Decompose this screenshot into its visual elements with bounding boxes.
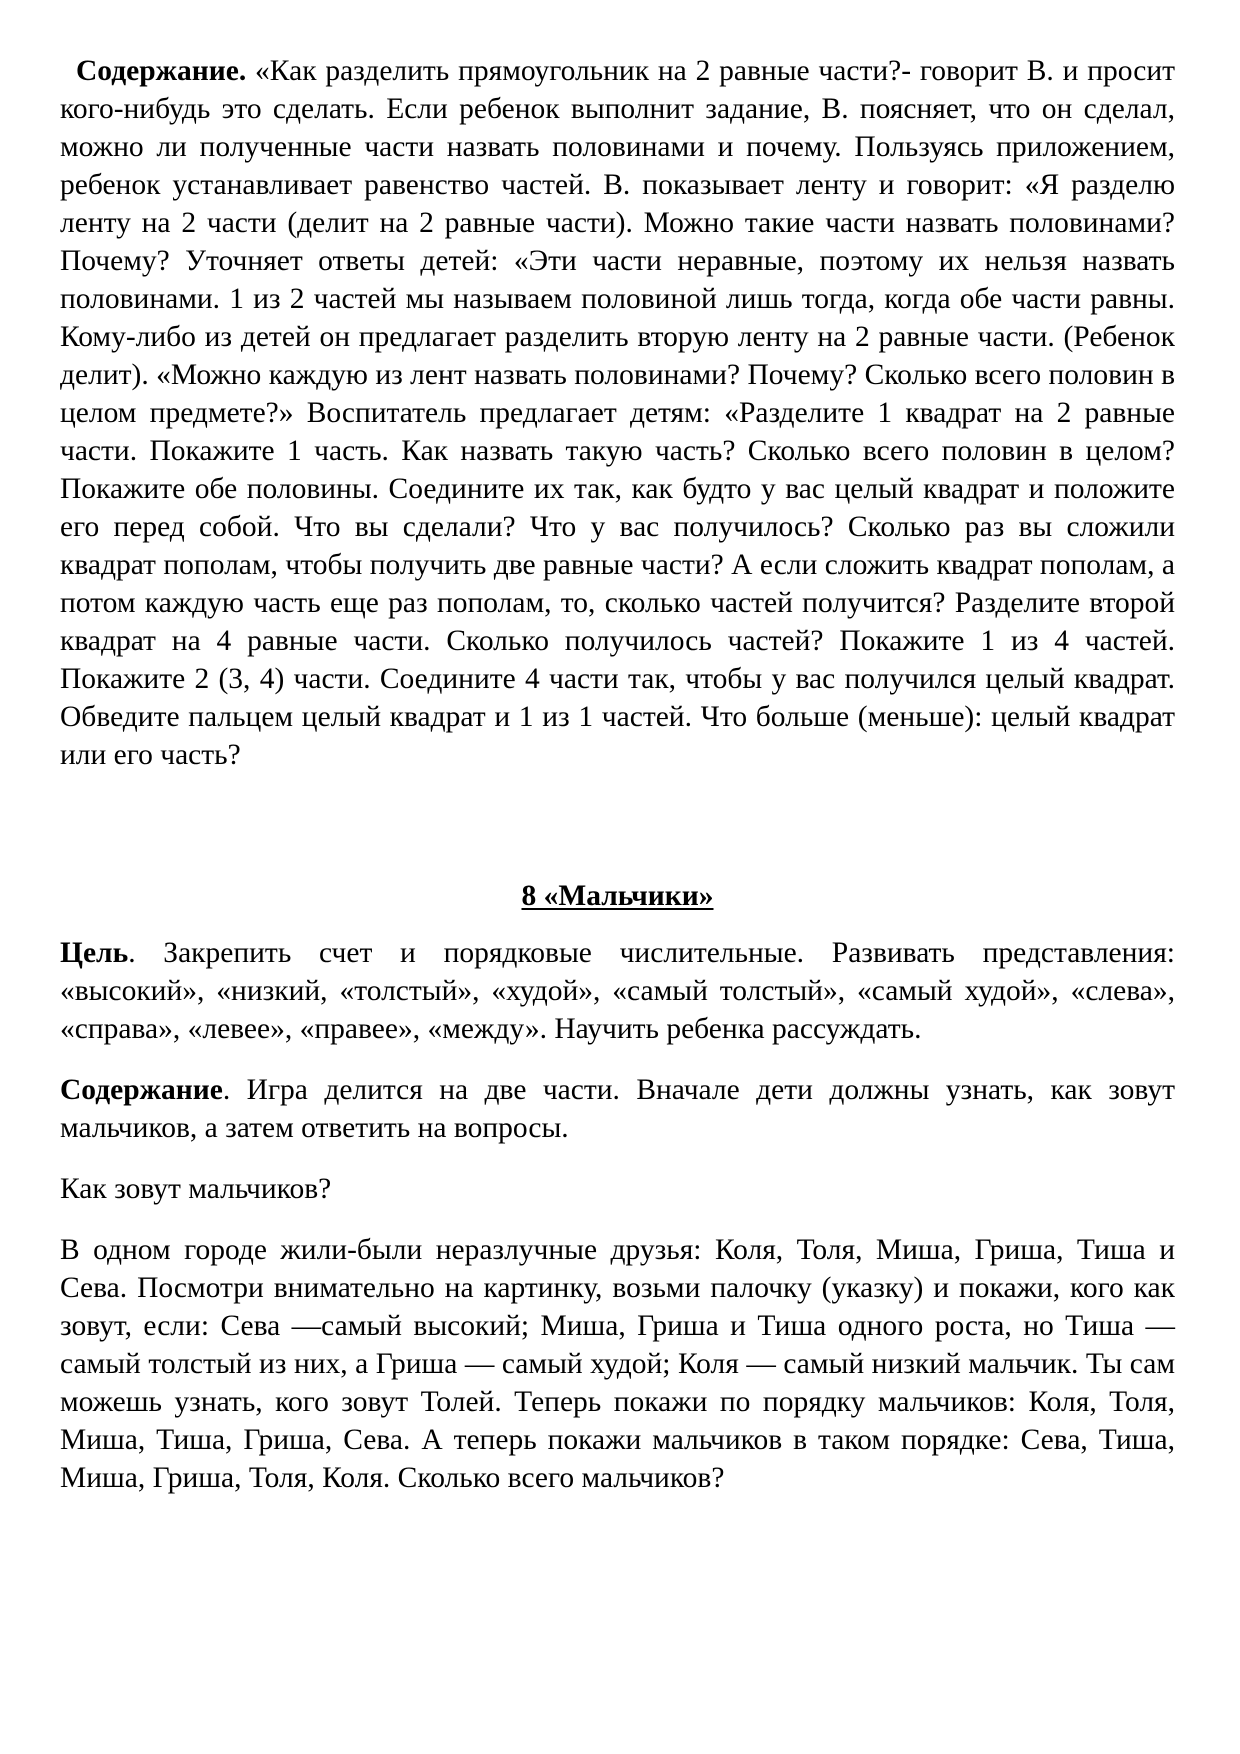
content-paragraph-1 (60, 52, 1175, 774)
section-heading: 8 «Мальчики» (521, 880, 714, 912)
content-label-1: Содержание. (76, 55, 247, 87)
goal-text: . Закрепить счет и порядковые числительные. Развивать представления: «высокий», «низкий, «толстый», «худой», «самый толстый», «самый худой», «слева», «справа», «левее», «правее», «между». Научить ребенка рассуждать. (60, 937, 1175, 1045)
story-paragraph: В одном городе жили-были неразлучные друзья: Коля, Толя, Миша, Гриша, Тиша и Сева. Посмотри внимательно на картинку, возьми палочку (указку) и покажи, кого как зовут, если: Сева —самый высокий; Миша, Гриша и Тиша одного роста, но Тиша — самый толстый из них, а Гриша — самый худой; Коля — самый низкий мальчик. Ты сам можешь узнать, кого зовут Толей. Теперь покажи по порядку мальчиков: Коля, Толя, Миша, Тиша, Гриша, Сева. А теперь покажи мальчиков в таком порядке: Сева, Тиша, Миша, Гриша, Толя, Коля. Сколько всего мальчиков? (60, 1234, 1175, 1494)
goal-label: Цель (60, 937, 129, 969)
content-text-1: «Как разделить прямоугольник на 2 равные части?- говорит В. и просит кого-нибудь это сделать. Если ребенок выполнит задание, В. поясняет, что он сделал, можно ли полученные части назвать половинами и почему. Пользуясь приложением, ребенок устанавливает равенство частей. В. показывает ленту и говорит: «Я разделю ленту на 2 части (делит на 2 равные части). Можно такие части назвать половинами? Почему? Уточняет ответы детей: «Эти части неравные, поэтому их нельзя назвать половинами. 1 из 2 частей мы называем половиной лишь тогда, когда обе части равны. Кому-либо из детей он предлагает разделить вторую ленту на 2 равные части. (Ребенок делит). «Можно каждую из лент назвать половинами? Почему? Сколько всего половин в целом предмете?» Воспитатель предлагает детям: «Разделите 1 квадрат на 2 равные части. Покажите 1 часть. Как назвать такую часть? Сколько всего половин в целом? Покажите обе половины. Соедините их так, как будто у вас целый квадрат и положите его перед собой. Что вы сделали? Что у вас получилось? Сколько раз вы сложили квадрат пополам, чтобы получить две равные части? А если сложить квадрат пополам, а потом каждую часть еще раз пополам, то, сколько частей получится? Разделите второй квадрат на 4 равные части. Сколько получилось частей? Покажите 1 из 4 частей. Покажите 2 (3, 4) части. Соедините 4 части так, чтобы у вас получился целый квадрат. Обведите пальцем целый квадрат и 1 из 1 частей. Что больше (меньше): целый квадрат или его часть? (60, 55, 1175, 771)
goal-paragraph (60, 934, 1175, 1048)
document-page (60, 52, 1175, 1497)
question-paragraph: Как зовут мальчиков? (60, 1173, 332, 1205)
content-text-2: . Игра делится на две части. Вначале дети должны узнать, как зовут мальчиков, а затем ответить на вопросы. (60, 1074, 1175, 1144)
content-paragraph-2 (60, 1071, 1175, 1147)
content-label-2: Содержание (60, 1074, 223, 1106)
